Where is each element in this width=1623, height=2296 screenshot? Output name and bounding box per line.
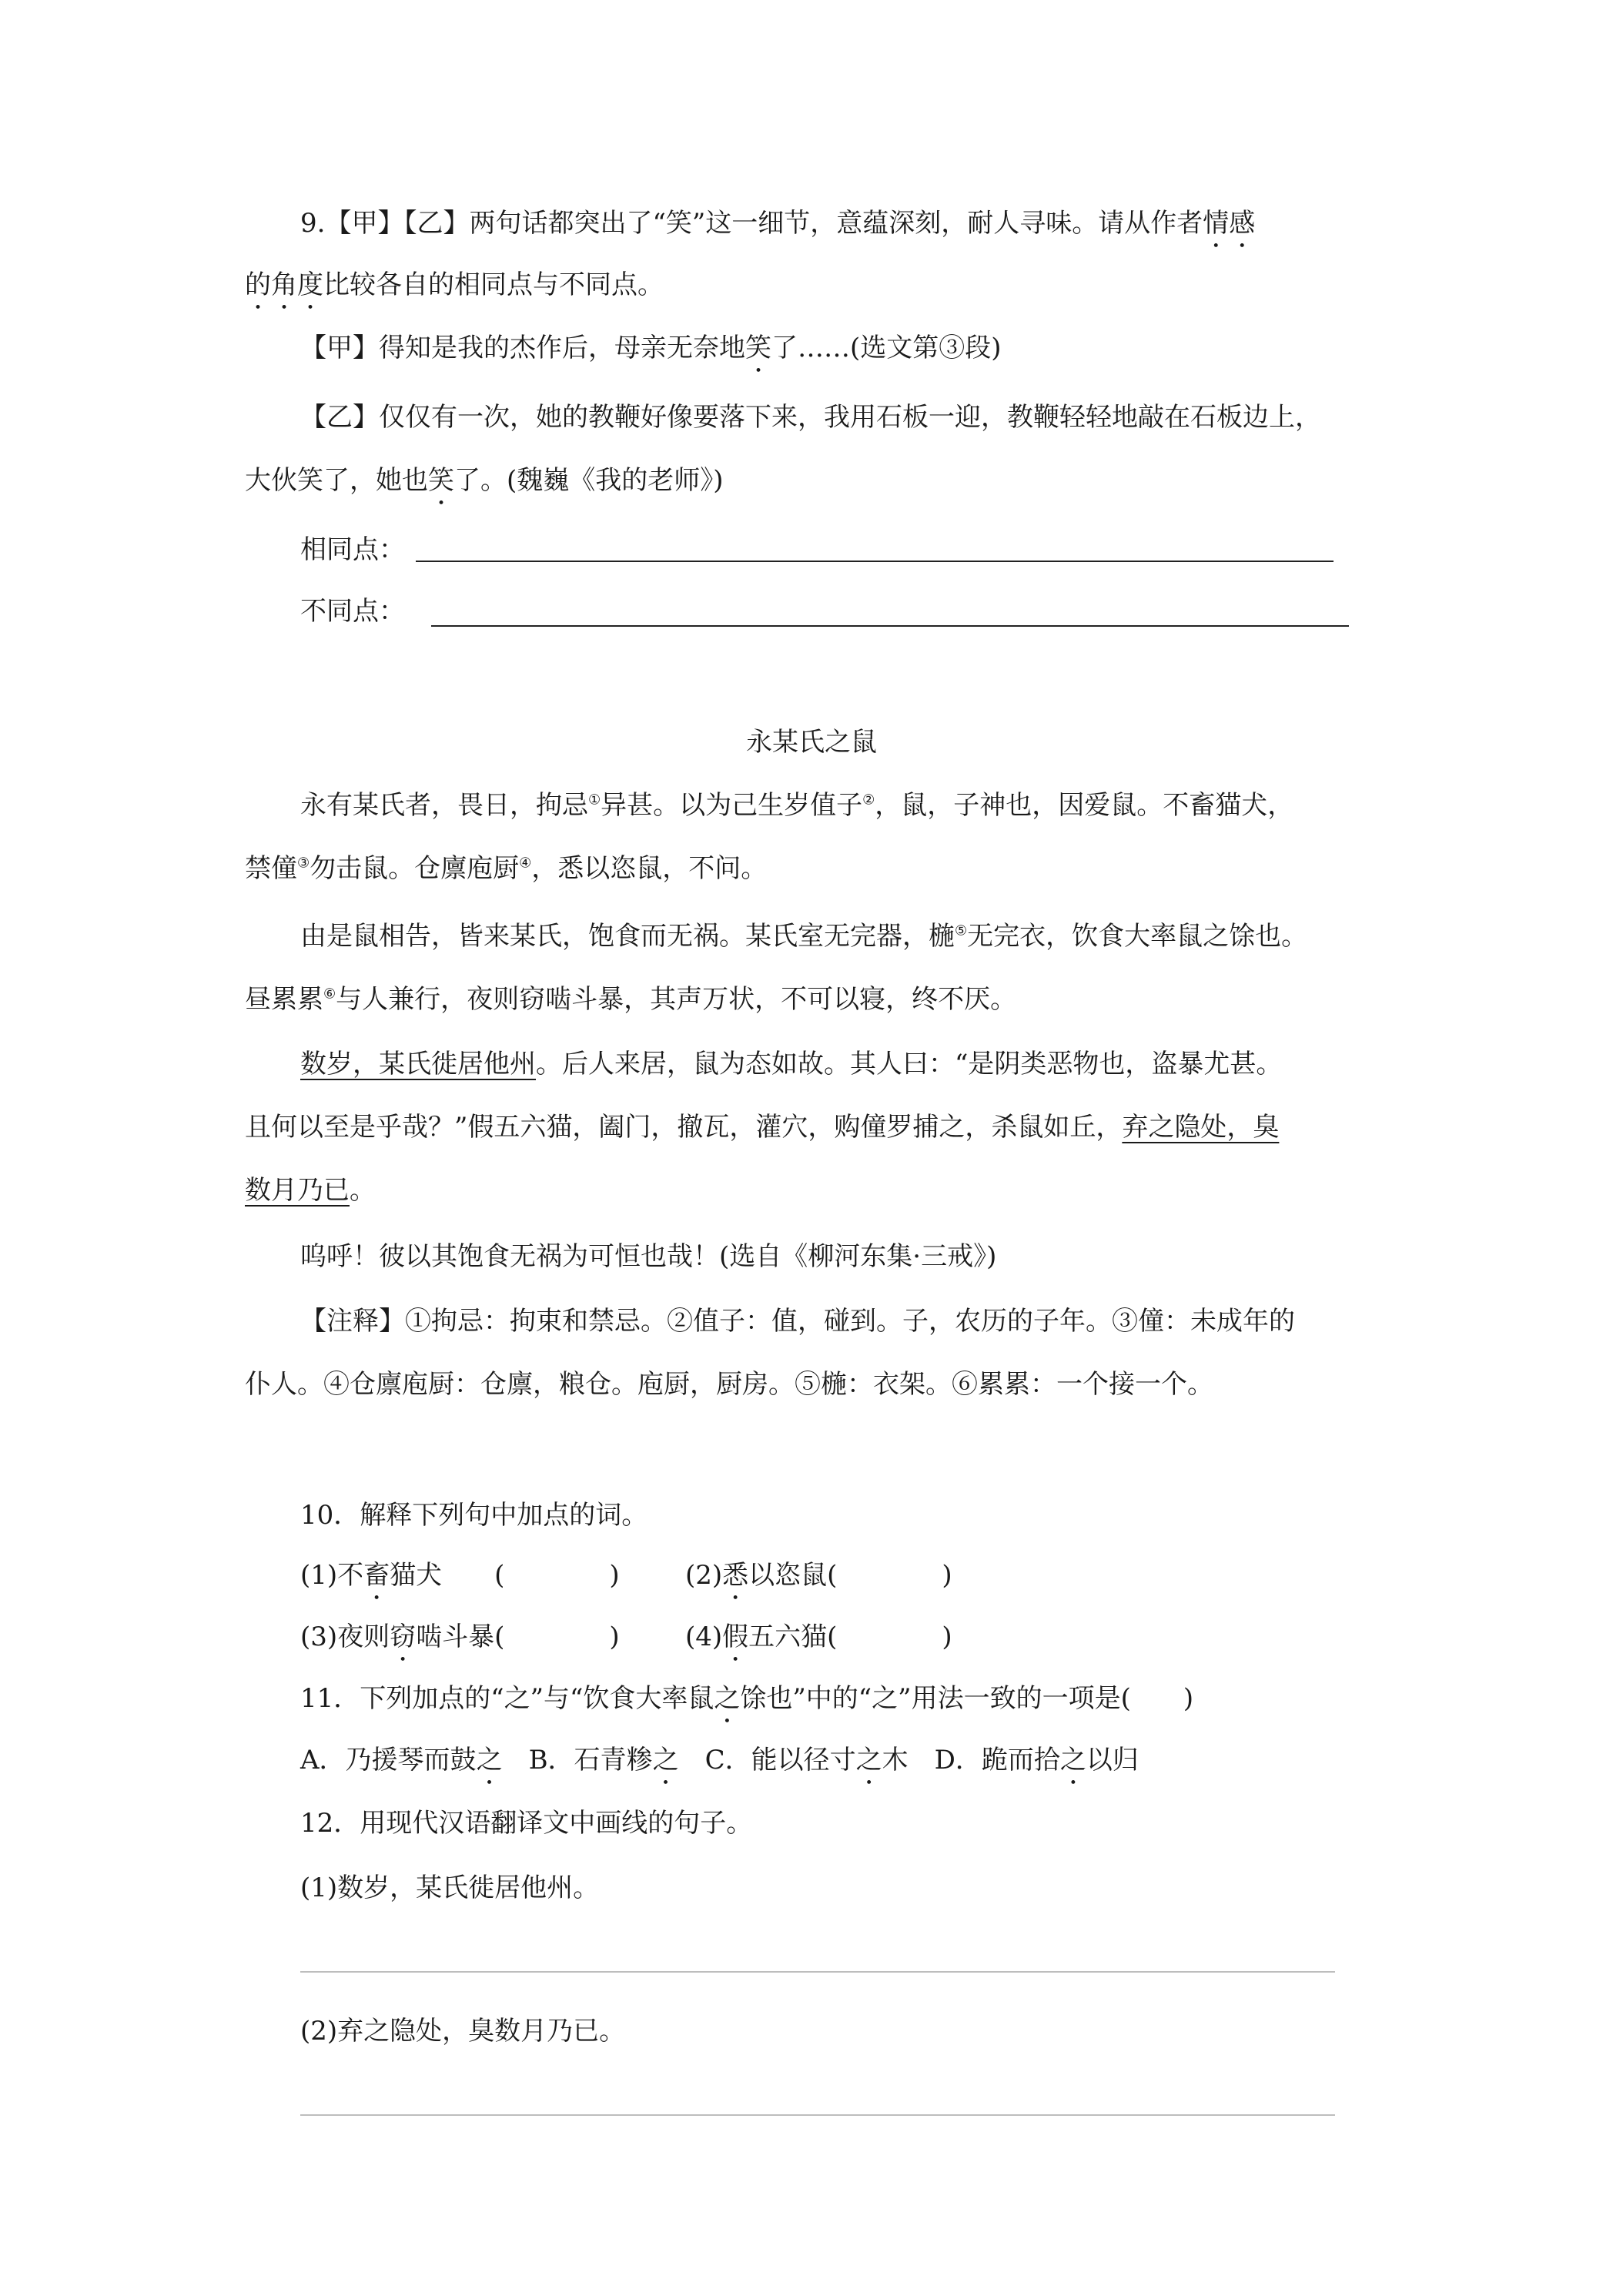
q9-dotted-word-1: 情感 — [1203, 208, 1256, 239]
passage-p3-line2: 且何以至是乎哉？”假五六猫，阖门，撤瓦，灌穴，购僮罗捕之，杀鼠如丘，弃之隐处，臭 — [245, 1112, 1280, 1143]
q12-answer-line-1[interactable] — [300, 1971, 1335, 1973]
q10-item-2: (2)悉以恣鼠( ) — [685, 1560, 952, 1591]
q11-stem: 11．下列加点的“之”与“饮食大率鼠之馀也”中的“之”用法一致的一项是( ) — [300, 1683, 1194, 1714]
q9-jia-dotted: 笑 — [745, 333, 771, 363]
q11-option-b[interactable]: B．石青糁之 — [528, 1745, 679, 1776]
q9-diff-label: 不同点： — [300, 596, 405, 627]
q10-dotted-2: 悉 — [722, 1560, 749, 1591]
q9-yi-quote-line2: 大伙笑了，她也笑了。(魏巍《我的老师》) — [245, 465, 724, 496]
footnote-ref-4: ④ — [519, 855, 532, 872]
q11-option-a[interactable]: A．乃援琴而鼓之 — [300, 1745, 503, 1776]
q11-option-d[interactable]: D．跪而拾之以归 — [934, 1745, 1139, 1776]
passage-notes-line2: 仆人。④仓廪庖厨：仓廪，粮仓。庖厨，厨房。⑤椸：衣架。⑥累累：一个接一个。 — [245, 1369, 1213, 1400]
footnote-ref-2: ② — [862, 792, 875, 808]
footnote-ref-1: ① — [588, 792, 601, 808]
passage-p1-line1: 永有某氏者，畏日，拘忌①异甚。以为己生岁值子②，鼠，子神也，因爱鼠。不畜猫犬， — [300, 790, 1294, 821]
q10-stem: 10．解释下列句中加点的词。 — [300, 1500, 648, 1531]
passage-notes-line1: 【注释】①拘忌：拘束和禁忌。②值子：值，碰到。子，农历的子年。③僮：未成年的 — [300, 1306, 1295, 1337]
q10-dotted-3: 窃 — [390, 1622, 417, 1652]
q11-option-c[interactable]: C．能以径寸之木 — [704, 1745, 909, 1776]
q12-answer-line-2[interactable] — [300, 2114, 1335, 2116]
q9-same-answer-line[interactable] — [416, 561, 1334, 562]
q10-item-3: (3)夜则窃啮斗暴( ) — [300, 1622, 620, 1652]
q10-item-4: (4)假五六猫( ) — [685, 1622, 952, 1652]
q9-stem-line2: 的角度比较各自的相同点与不同点。 — [245, 269, 664, 300]
q10-item-1: (1)不畜猫犬 ( ) — [300, 1560, 620, 1591]
q12-sentence-2: (2)弃之隐处，臭数月乃已。 — [300, 2016, 626, 2047]
q11-stem-dotted: 之 — [714, 1683, 741, 1714]
passage-p3-line3: 数月乃已。 — [245, 1175, 376, 1206]
q9-stem-line1: 9.【甲】【乙】两句话都突出了“笑”这一细节，意蕴深刻，耐人寻味。请从作者情感 — [300, 208, 1256, 239]
q9-same-label: 相同点： — [300, 534, 405, 565]
footnote-ref-5: ⑤ — [955, 922, 968, 939]
q10-dotted-4: 假 — [722, 1622, 749, 1652]
q11-options — [300, 1742, 1139, 1791]
q9-yi-dotted: 笑 — [428, 465, 454, 496]
passage-p4: 呜呼！彼以其饱食无祸为可恒也哉！(选自《柳河东集·三戒》) — [300, 1241, 997, 1272]
passage-p2-line2: 昼累累⑥与人兼行，夜则窃啮斗暴，其声万状，不可以寝，终不厌。 — [245, 984, 1017, 1015]
passage-title: 永某氏之鼠 — [746, 727, 877, 758]
footnote-ref-6: ⑥ — [323, 986, 336, 1002]
q9-dotted-word-2: 的角度 — [245, 269, 323, 300]
q10-dotted-1: 畜 — [363, 1560, 390, 1591]
q9-diff-answer-line[interactable] — [431, 625, 1349, 627]
q9-yi-quote-line1: 【乙】仅仅有一次，她的教鞭好像要落下来，我用石板一迎，教鞭轻轻地敲在石板边上， — [300, 402, 1321, 433]
underlined-sentence-1: 数岁，某氏徙居他州 — [300, 1049, 536, 1079]
underlined-sentence-2a: 弃之隐处，臭 — [1122, 1112, 1280, 1143]
passage-p3-line1: 数岁，某氏徙居他州。后人来居，鼠为态如故。其人曰：“是阴类恶物也，盗暴尤甚。 — [300, 1049, 1283, 1079]
passage-p2-line1: 由是鼠相告，皆来某氏，饱食而无祸。某氏室无完器，椸⑤无完衣，饮食大率鼠之馀也。 — [300, 921, 1308, 952]
q9-jia-quote: 【甲】得知是我的杰作后，母亲无奈地笑了……(选文第③段) — [300, 333, 1002, 363]
footnote-ref-3: ③ — [297, 855, 310, 872]
underlined-sentence-2b: 数月乃已 — [245, 1175, 350, 1206]
q12-sentence-1: (1)数岁，某氏徙居他州。 — [300, 1873, 600, 1903]
q12-stem: 12．用现代汉语翻译文中画线的句子。 — [300, 1808, 753, 1839]
passage-p1-line2: 禁僮③勿击鼠。仓廪庖厨④，悉以恣鼠，不问。 — [245, 853, 768, 884]
